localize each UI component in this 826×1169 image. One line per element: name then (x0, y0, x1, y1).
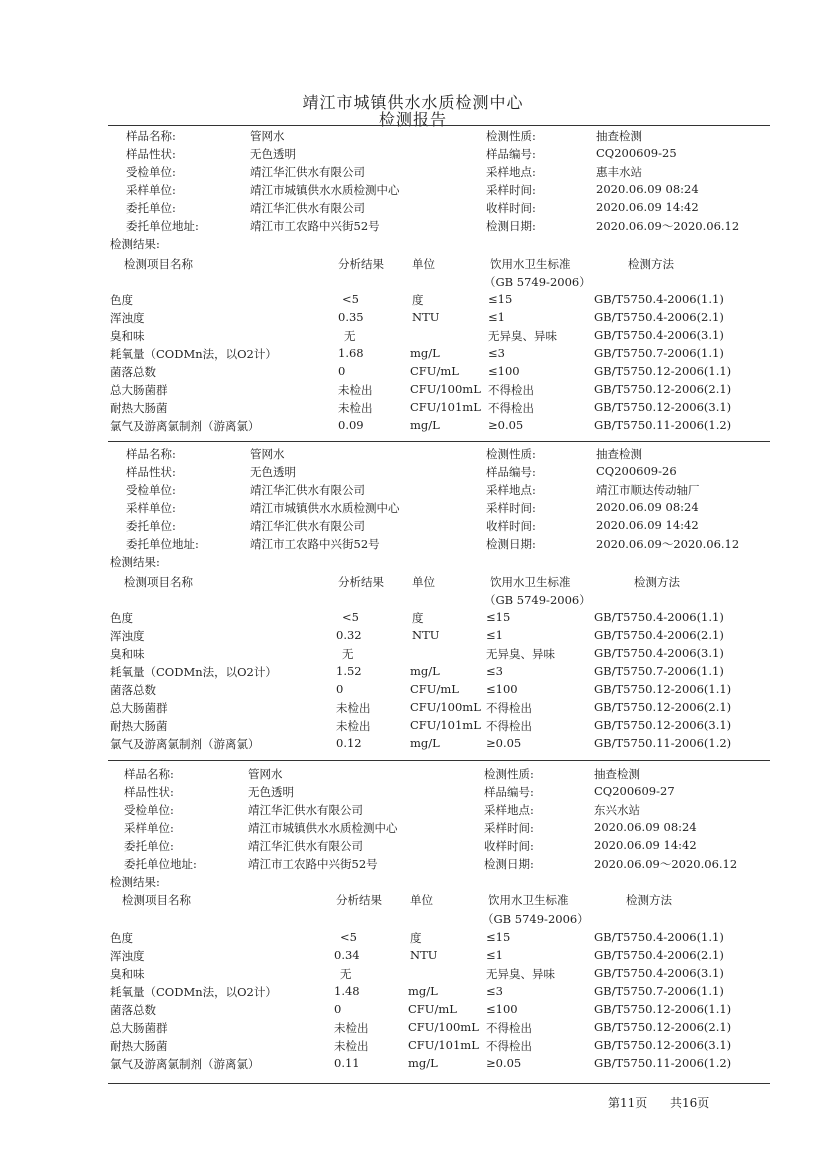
row-method: GB/T5750.4-2006(3.1) (594, 646, 724, 660)
col-header-standard-ref: （GB 5749-2006） (484, 275, 591, 289)
label-inspected-unit: 受检单位: (126, 483, 176, 497)
row-method: GB/T5750.12-2006(2.1) (594, 700, 732, 714)
label-sample-no: 样品编号: (486, 465, 536, 479)
row-standard: ≤100 (486, 682, 518, 696)
page-total: 共16页 (670, 1096, 710, 1110)
label-client-address: 委托单位地址: (124, 857, 197, 871)
row-item: 耗氧量（CODMn法，以O2计） (110, 347, 277, 361)
row-unit: CFU/101mL (410, 718, 481, 732)
row-method: GB/T5750.12-2006(3.1) (594, 400, 732, 414)
divider-1 (108, 441, 770, 442)
row-method: GB/T5750.4-2006(2.1) (594, 948, 724, 962)
row-standard: ≤100 (486, 1002, 518, 1016)
row-standard: 无异臭、异味 (488, 329, 557, 343)
row-method: GB/T5750.4-2006(3.1) (594, 328, 724, 342)
divider-2 (108, 760, 770, 761)
row-result: 0.12 (336, 736, 362, 750)
col-header-method: 检测方法 (634, 575, 680, 589)
col-header-standard: 饮用水卫生标准 (488, 893, 569, 907)
value-sampling-time: 2020.06.09 08:24 (596, 182, 699, 196)
row-unit: CFU/101mL (408, 1038, 479, 1052)
row-method: GB/T5750.12-2006(2.1) (594, 1020, 732, 1034)
row-standard: 无异臭、异味 (486, 647, 555, 661)
row-result: 0.34 (334, 948, 360, 962)
value-sampling-unit: 靖江市城镇供水水质检测中心 (250, 183, 400, 197)
label-client-address: 委托单位地址: (126, 219, 199, 233)
col-header-result: 分析结果 (338, 575, 384, 589)
label-sample-no: 样品编号: (486, 147, 536, 161)
label-sampling-site: 采样地点: (486, 483, 536, 497)
row-standard: 不得检出 (486, 719, 532, 733)
row-result: 0.35 (338, 310, 364, 324)
col-header-unit: 单位 (412, 257, 435, 271)
row-method: GB/T5750.4-2006(3.1) (594, 966, 724, 980)
label-receive-time: 收样时间: (486, 201, 536, 215)
label-sample-name: 样品名称: (124, 767, 174, 781)
label-test-date: 检测日期: (486, 219, 536, 233)
row-item: 色度 (110, 611, 133, 625)
row-unit: CFU/101mL (410, 400, 481, 414)
label-nature: 检测性质: (486, 129, 536, 143)
row-unit: NTU (412, 628, 440, 642)
label-inspected-unit: 受检单位: (124, 803, 174, 817)
row-standard: ≤15 (486, 610, 511, 624)
row-method: GB/T5750.12-2006(1.1) (594, 364, 732, 378)
value-nature: 抽查检测 (594, 767, 640, 781)
row-result: 0.32 (336, 628, 362, 642)
row-unit: mg/L (410, 736, 440, 750)
value-receive-time: 2020.06.09 14:42 (596, 518, 699, 532)
row-method: GB/T5750.11-2006(1.2) (594, 736, 732, 750)
row-item: 浑浊度 (110, 311, 145, 325)
row-standard: ≤1 (488, 310, 505, 324)
row-item: 总大肠菌群 (110, 1021, 168, 1035)
label-sampling-time: 采样时间: (484, 821, 534, 835)
row-standard: ≤15 (488, 292, 513, 306)
row-method: GB/T5750.4-2006(1.1) (594, 292, 724, 306)
divider-top (108, 125, 770, 126)
label-sampling-unit: 采样单位: (124, 821, 174, 835)
value-nature: 抽查检测 (596, 129, 642, 143)
row-standard: ≥0.05 (486, 736, 522, 750)
label-sample-state: 样品性状: (126, 147, 176, 161)
row-method: GB/T5750.7-2006(1.1) (594, 346, 724, 360)
label-inspected-unit: 受检单位: (126, 165, 176, 179)
row-method: GB/T5750.7-2006(1.1) (594, 984, 724, 998)
row-item: 氯气及游离氯制剂（游离氯） (110, 1057, 260, 1071)
row-item: 浑浊度 (110, 949, 145, 963)
value-sample-state: 无色透明 (248, 785, 294, 799)
value-sample-no: CQ200609-25 (596, 146, 677, 160)
col-header-standard-ref: （GB 5749-2006） (484, 593, 591, 607)
label-client-unit: 委托单位: (124, 839, 174, 853)
value-sampling-time: 2020.06.09 08:24 (594, 820, 697, 834)
row-unit: mg/L (410, 346, 440, 360)
label-client-unit: 委托单位: (126, 519, 176, 533)
row-result: <5 (340, 930, 357, 944)
row-standard: ≤3 (486, 664, 503, 678)
value-nature: 抽查检测 (596, 447, 642, 461)
report-org-title: 靖江市城镇供水水质检测中心 (302, 93, 524, 112)
row-standard: 无异臭、异味 (486, 967, 555, 981)
row-standard: ≤1 (486, 948, 503, 962)
label-nature: 检测性质: (484, 767, 534, 781)
row-item: 氯气及游离氯制剂（游离氯） (110, 737, 260, 751)
row-item: 菌落总数 (110, 1003, 156, 1017)
label-results: 检测结果: (110, 555, 160, 569)
value-sampling-unit: 靖江市城镇供水水质检测中心 (250, 501, 400, 515)
row-method: GB/T5750.11-2006(1.2) (594, 1056, 732, 1070)
value-sample-no: CQ200609-27 (594, 784, 675, 798)
label-sample-no: 样品编号: (484, 785, 534, 799)
row-item: 菌落总数 (110, 683, 156, 697)
row-unit: mg/L (410, 664, 440, 678)
row-unit: mg/L (410, 418, 440, 432)
value-test-date: 2020.06.09～2020.06.12 (596, 537, 740, 551)
row-result: 1.52 (336, 664, 362, 678)
row-item: 耐热大肠菌 (110, 401, 168, 415)
col-header-unit: 单位 (412, 575, 435, 589)
value-sampling-site: 惠丰水站 (596, 165, 642, 179)
label-results: 检测结果: (110, 875, 160, 889)
value-test-date: 2020.06.09～2020.06.12 (596, 219, 740, 233)
row-method: GB/T5750.4-2006(1.1) (594, 930, 724, 944)
value-sampling-time: 2020.06.09 08:24 (596, 500, 699, 514)
label-nature: 检测性质: (486, 447, 536, 461)
col-header-standard-ref: （GB 5749-2006） (482, 912, 589, 926)
value-sample-name: 管网水 (250, 447, 285, 461)
value-client-unit: 靖江华汇供水有限公司 (250, 201, 365, 215)
value-inspected-unit: 靖江华汇供水有限公司 (250, 165, 365, 179)
row-standard: 不得检出 (486, 701, 532, 715)
row-unit: CFU/mL (410, 364, 459, 378)
row-item: 色度 (110, 931, 133, 945)
row-result: 无 (340, 967, 352, 981)
value-receive-time: 2020.06.09 14:42 (596, 200, 699, 214)
value-inspected-unit: 靖江华汇供水有限公司 (248, 803, 363, 817)
row-item: 菌落总数 (110, 365, 156, 379)
page-number: 第11页 (608, 1096, 648, 1110)
row-unit: mg/L (408, 1056, 438, 1070)
row-item: 耐热大肠菌 (110, 719, 168, 733)
label-client-unit: 委托单位: (126, 201, 176, 215)
row-result: 未检出 (336, 719, 371, 733)
row-unit: CFU/100mL (410, 382, 481, 396)
row-method: GB/T5750.4-2006(1.1) (594, 610, 724, 624)
row-result: 未检出 (336, 701, 371, 715)
row-method: GB/T5750.12-2006(2.1) (594, 382, 732, 396)
label-sample-state: 样品性状: (126, 465, 176, 479)
row-result: 未检出 (338, 383, 373, 397)
value-client-address: 靖江市工农路中兴街52号 (248, 857, 378, 871)
col-header-standard: 饮用水卫生标准 (490, 257, 571, 271)
value-client-unit: 靖江华汇供水有限公司 (250, 519, 365, 533)
row-standard: ≤100 (488, 364, 520, 378)
label-test-date: 检测日期: (484, 857, 534, 871)
row-standard: ≤1 (486, 628, 503, 642)
col-header-method: 检测方法 (626, 893, 672, 907)
row-method: GB/T5750.4-2006(2.1) (594, 310, 724, 324)
row-result: 无 (344, 329, 356, 343)
row-unit: 度 (412, 611, 424, 625)
row-unit: CFU/100mL (408, 1020, 479, 1034)
row-method: GB/T5750.4-2006(2.1) (594, 628, 724, 642)
row-standard: 不得检出 (488, 383, 534, 397)
value-sample-state: 无色透明 (250, 147, 296, 161)
divider-bottom (108, 1083, 770, 1084)
col-header-method: 检测方法 (628, 257, 674, 271)
col-header-item: 检测项目名称 (124, 257, 193, 271)
label-sampling-site: 采样地点: (486, 165, 536, 179)
value-test-date: 2020.06.09～2020.06.12 (594, 857, 738, 871)
row-result: 1.48 (334, 984, 360, 998)
value-inspected-unit: 靖江华汇供水有限公司 (250, 483, 365, 497)
row-result: 未检出 (338, 401, 373, 415)
row-item: 耗氧量（CODMn法，以O2计） (110, 985, 277, 999)
label-sampling-unit: 采样单位: (126, 183, 176, 197)
row-standard: ≥0.05 (486, 1056, 522, 1070)
value-receive-time: 2020.06.09 14:42 (594, 838, 697, 852)
row-result: 1.68 (338, 346, 364, 360)
row-item: 总大肠菌群 (110, 701, 168, 715)
row-item: 色度 (110, 293, 133, 307)
value-client-unit: 靖江华汇供水有限公司 (248, 839, 363, 853)
label-sampling-time: 采样时间: (486, 501, 536, 515)
row-method: GB/T5750.12-2006(1.1) (594, 682, 732, 696)
row-standard: 不得检出 (486, 1039, 532, 1053)
value-client-address: 靖江市工农路中兴街52号 (250, 219, 380, 233)
row-item: 臭和味 (110, 967, 145, 981)
row-result: <5 (342, 292, 359, 306)
value-sampling-unit: 靖江市城镇供水水质检测中心 (248, 821, 398, 835)
row-standard: ≤3 (488, 346, 505, 360)
row-unit: CFU/mL (410, 682, 459, 696)
value-sampling-site: 靖江市顺达传动轴厂 (596, 483, 700, 497)
row-result: 无 (342, 647, 354, 661)
value-sample-no: CQ200609-26 (596, 464, 677, 478)
row-standard: ≤3 (486, 984, 503, 998)
value-sample-name: 管网水 (250, 129, 285, 143)
row-result: 0.11 (334, 1056, 360, 1070)
row-method: GB/T5750.12-2006(3.1) (594, 718, 732, 732)
value-sample-state: 无色透明 (250, 465, 296, 479)
row-result: 未检出 (334, 1039, 369, 1053)
value-sample-name: 管网水 (248, 767, 283, 781)
row-item: 氯气及游离氯制剂（游离氯） (110, 419, 260, 433)
row-result: 未检出 (334, 1021, 369, 1035)
row-result: <5 (342, 610, 359, 624)
row-standard: ≤15 (486, 930, 511, 944)
col-header-result: 分析结果 (338, 257, 384, 271)
row-unit: CFU/100mL (410, 700, 481, 714)
row-unit: 度 (412, 293, 424, 307)
row-result: 0.09 (338, 418, 364, 432)
row-item: 臭和味 (110, 329, 145, 343)
label-receive-time: 收样时间: (486, 519, 536, 533)
value-client-address: 靖江市工农路中兴街52号 (250, 537, 380, 551)
label-results: 检测结果: (110, 237, 160, 251)
label-sampling-unit: 采样单位: (126, 501, 176, 515)
row-result: 0 (336, 682, 344, 696)
col-header-result: 分析结果 (336, 893, 382, 907)
row-unit: mg/L (408, 984, 438, 998)
col-header-unit: 单位 (410, 893, 433, 907)
label-receive-time: 收样时间: (484, 839, 534, 853)
row-result: 0 (338, 364, 346, 378)
row-item: 浑浊度 (110, 629, 145, 643)
row-result: 0 (334, 1002, 342, 1016)
row-unit: NTU (410, 948, 438, 962)
label-sampling-time: 采样时间: (486, 183, 536, 197)
col-header-item: 检测项目名称 (122, 893, 191, 907)
row-item: 臭和味 (110, 647, 145, 661)
row-item: 总大肠菌群 (110, 383, 168, 397)
row-unit: NTU (412, 310, 440, 324)
row-standard: ≥0.05 (488, 418, 524, 432)
label-test-date: 检测日期: (486, 537, 536, 551)
label-sample-name: 样品名称: (126, 447, 176, 461)
row-unit: 度 (410, 931, 422, 945)
row-unit: CFU/mL (408, 1002, 457, 1016)
row-item: 耗氧量（CODMn法，以O2计） (110, 665, 277, 679)
row-standard: 不得检出 (488, 401, 534, 415)
label-sample-state: 样品性状: (124, 785, 174, 799)
row-method: GB/T5750.12-2006(3.1) (594, 1038, 732, 1052)
row-method: GB/T5750.7-2006(1.1) (594, 664, 724, 678)
row-method: GB/T5750.11-2006(1.2) (594, 418, 732, 432)
col-header-standard: 饮用水卫生标准 (490, 575, 571, 589)
report-doc-type: 检测报告 (378, 110, 447, 129)
label-sample-name: 样品名称: (126, 129, 176, 143)
label-sampling-site: 采样地点: (484, 803, 534, 817)
label-client-address: 委托单位地址: (126, 537, 199, 551)
row-standard: 不得检出 (486, 1021, 532, 1035)
row-item: 耐热大肠菌 (110, 1039, 168, 1053)
value-sampling-site: 东兴水站 (594, 803, 640, 817)
col-header-item: 检测项目名称 (124, 575, 193, 589)
row-method: GB/T5750.12-2006(1.1) (594, 1002, 732, 1016)
